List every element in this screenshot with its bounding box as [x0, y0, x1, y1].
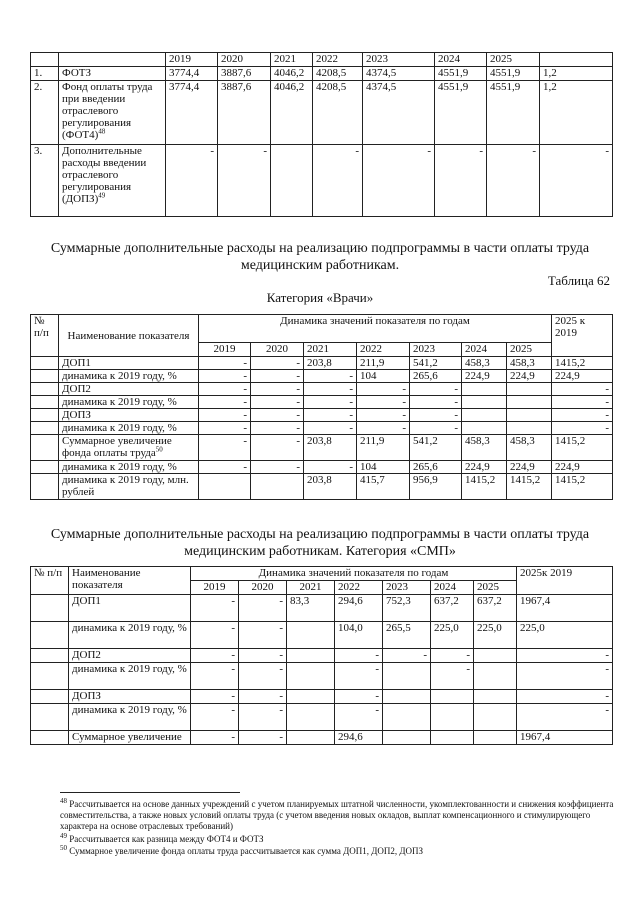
value-cell: [383, 731, 431, 745]
value-cell: [507, 422, 552, 435]
row-number-cell: [31, 474, 59, 500]
value-cell: -: [431, 649, 474, 663]
table-row: [31, 663, 613, 690]
value-cell: -: [199, 435, 251, 461]
value-cell: 265,6: [410, 461, 462, 474]
total-cell: 1415,2: [552, 474, 613, 500]
value-cell: [287, 622, 335, 649]
value-cell: -: [357, 422, 410, 435]
value-cell: -: [199, 409, 251, 422]
table-body: [31, 357, 613, 500]
value-cell: [199, 474, 251, 500]
table-row: [31, 731, 613, 745]
table-header-row: № п/п Наименование показателя Динамика значений показателя по годам 2025к 2019: [31, 567, 613, 581]
table-row: [31, 474, 613, 500]
value-cell: 225,0: [474, 622, 517, 649]
value-cell: [431, 731, 474, 745]
row-number-cell: [31, 396, 59, 409]
value-cell: 956,9: [410, 474, 462, 500]
value-cell: -: [335, 663, 383, 690]
value-cell: 104: [357, 370, 410, 383]
value-cell: -: [239, 649, 287, 663]
value-cell: 203,8: [304, 474, 357, 500]
row-label-cell: ДОПЗ: [69, 690, 191, 704]
value-cell: [474, 649, 517, 663]
row-label-cell: динамика к 2019 году, млн. рублей: [59, 474, 199, 500]
total-cell: 1415,2: [552, 357, 613, 370]
footnote-49: $^{49}$ Рассчитывается как разница между ФОТ4 и ФОТЗ: [60, 832, 264, 844]
value-cell: -: [431, 663, 474, 690]
table-smp: [30, 566, 613, 745]
row-label-cell: ДОП2: [69, 649, 191, 663]
table-fot: [30, 52, 613, 217]
table-row: [31, 461, 613, 474]
value-cell: [383, 704, 431, 731]
table-row: [31, 649, 613, 663]
table-row: [31, 383, 613, 396]
value-cell: -: [251, 357, 304, 370]
value-cell: 415,7: [357, 474, 410, 500]
total-cell: 225,0: [517, 622, 613, 649]
value-cell: 224,9: [462, 461, 507, 474]
value-cell: -: [239, 595, 287, 622]
value-cell: -: [191, 595, 239, 622]
value-cell: 203,8: [304, 435, 357, 461]
value-cell: [474, 731, 517, 745]
row-label-cell: ДОП1: [69, 595, 191, 622]
value-cell: 1415,2: [507, 474, 552, 500]
total-cell: -: [552, 383, 613, 396]
value-cell: -: [239, 690, 287, 704]
total-cell: -: [517, 663, 613, 690]
table-row: [31, 422, 613, 435]
value-cell: [474, 690, 517, 704]
row-number-cell: [31, 422, 59, 435]
value-cell: -: [335, 690, 383, 704]
total-cell: -: [552, 422, 613, 435]
total-cell: -: [552, 409, 613, 422]
row-number-cell: [31, 731, 69, 745]
table-row: 3. Дополнительные расходы введении отраслевого регулирования (ДОПЗ)$^{49}$ - - - - - - -: [31, 145, 613, 217]
value-cell: -: [410, 383, 462, 396]
row-label-cell: ДОП2: [59, 383, 199, 396]
year-header: 2024: [435, 53, 487, 67]
row-number-cell: [31, 383, 59, 396]
table-row: [31, 357, 613, 370]
value-cell: -: [239, 622, 287, 649]
value-cell: 637,2: [431, 595, 474, 622]
value-cell: [507, 383, 552, 396]
total-cell: 224,9: [552, 370, 613, 383]
row-number-cell: [31, 663, 69, 690]
value-cell: -: [239, 704, 287, 731]
value-cell: [462, 396, 507, 409]
value-cell: 203,8: [304, 357, 357, 370]
table-header-row: № п/п Наименование показателя Динамика значений показателя по годам 2025 к 2019: [31, 315, 613, 343]
value-cell: [287, 704, 335, 731]
value-cell: 541,2: [410, 357, 462, 370]
year-header: 2021: [271, 53, 313, 67]
category-title: Категория «Врачи»: [266, 290, 374, 305]
total-cell: -: [552, 396, 613, 409]
value-cell: [431, 704, 474, 731]
value-cell: [431, 690, 474, 704]
row-label-cell: динамика к 2019 году, %: [69, 704, 191, 731]
value-cell: -: [304, 409, 357, 422]
table-header-row: [31, 53, 613, 67]
value-cell: [287, 649, 335, 663]
row-label-cell: ДОПЗ: [59, 409, 199, 422]
value-cell: 224,9: [507, 370, 552, 383]
row-label-cell: динамика к 2019 году, %: [59, 461, 199, 474]
value-cell: -: [335, 649, 383, 663]
value-cell: -: [191, 704, 239, 731]
value-cell: -: [410, 422, 462, 435]
row-number-cell: [31, 370, 59, 383]
value-cell: -: [199, 461, 251, 474]
value-cell: -: [239, 663, 287, 690]
row-label-cell: динамика к 2019 году, %: [59, 370, 199, 383]
value-cell: -: [304, 370, 357, 383]
row-label-cell: динамика к 2019 году, %: [69, 663, 191, 690]
value-cell: [474, 704, 517, 731]
table-row: [31, 622, 613, 649]
row-label-cell: динамика к 2019 году, %: [59, 422, 199, 435]
row-number-cell: [31, 461, 59, 474]
value-cell: 211,9: [357, 357, 410, 370]
value-cell: 458,3: [507, 357, 552, 370]
value-cell: 458,3: [462, 435, 507, 461]
value-cell: [462, 383, 507, 396]
value-cell: 458,3: [507, 435, 552, 461]
value-cell: -: [199, 357, 251, 370]
value-cell: 224,9: [462, 370, 507, 383]
row-label-cell: Суммарное увеличение: [69, 731, 191, 745]
value-cell: -: [251, 422, 304, 435]
value-cell: 294,6: [335, 731, 383, 745]
table-row: [31, 396, 613, 409]
total-cell: 224,9: [552, 461, 613, 474]
value-cell: -: [199, 396, 251, 409]
value-cell: -: [191, 663, 239, 690]
value-cell: 1415,2: [462, 474, 507, 500]
row-label-cell: динамика к 2019 году, %: [69, 622, 191, 649]
value-cell: -: [191, 622, 239, 649]
value-cell: -: [410, 409, 462, 422]
table-row: [31, 370, 613, 383]
row-number-cell: [31, 357, 59, 370]
total-cell: -: [517, 690, 613, 704]
table-doctors: [30, 314, 613, 500]
value-cell: 458,3: [462, 357, 507, 370]
value-cell: -: [304, 396, 357, 409]
value-cell: [383, 663, 431, 690]
value-cell: [287, 731, 335, 745]
value-cell: -: [304, 383, 357, 396]
total-cell: -: [517, 649, 613, 663]
row-number-cell: [31, 649, 69, 663]
value-cell: -: [357, 409, 410, 422]
value-cell: 265,6: [410, 370, 462, 383]
value-cell: [462, 422, 507, 435]
row-number-cell: [31, 595, 69, 622]
value-cell: -: [304, 422, 357, 435]
value-cell: -: [251, 461, 304, 474]
value-cell: [462, 409, 507, 422]
value-cell: -: [251, 383, 304, 396]
section-heading: Суммарные дополнительные расходы на реализацию подпрограммы в части оплаты труда медицинским работникам.: [50, 241, 590, 273]
value-cell: 104: [357, 461, 410, 474]
value-cell: [287, 690, 335, 704]
table-header-row: 2019 2020 2021 2022 2023 2024 2025: [31, 581, 613, 595]
total-cell: 1415,2: [552, 435, 613, 461]
value-cell: 104,0: [335, 622, 383, 649]
total-cell: -: [517, 704, 613, 731]
value-cell: -: [199, 383, 251, 396]
value-cell: -: [251, 435, 304, 461]
row-number-cell: [31, 622, 69, 649]
value-cell: 224,9: [507, 461, 552, 474]
row-number-cell: [31, 409, 59, 422]
value-cell: -: [191, 731, 239, 745]
table-body: [31, 595, 613, 745]
table-label: Таблица 62: [547, 273, 610, 288]
table-header-row: 2019 2020 2021 2022 2023 2024 2025: [31, 343, 613, 357]
value-cell: 225,0: [431, 622, 474, 649]
footnote-48: $^{48}$ Рассчитывается на основе данных учреждений с учетом планируемых штатной численности, укомплектованности и снижения коэффициента совместительства, а также новых условий оплаты труда (с учетом введения новых окладов, выплат компенсационного и стимулирующего характера на основе отраслевых требований): [60, 797, 614, 831]
year-header: 2020: [218, 53, 271, 67]
value-cell: 752,3: [383, 595, 431, 622]
table-row: [31, 435, 613, 461]
value-cell: -: [199, 370, 251, 383]
row-label-cell: динамика к 2019 году, %: [59, 396, 199, 409]
value-cell: [251, 474, 304, 500]
total-cell: 1967,4: [517, 731, 613, 745]
value-cell: 265,5: [383, 622, 431, 649]
footnote-50: $^{50}$ Суммарное увеличение фонда оплаты труда рассчитывается как сумма ДОП1, ДОП2, ДОПЗ: [60, 844, 424, 856]
table-row: [31, 409, 613, 422]
value-cell: -: [304, 461, 357, 474]
total-cell: 1967,4: [517, 595, 613, 622]
value-cell: -: [357, 396, 410, 409]
year-header: 2023: [363, 53, 435, 67]
table-row: 2. Фонд оплаты труда при введении отраслевого регулирования $(ФОТ4)^{48}$ 3774,4 3887,6 4046,2 4208,5 4374,5 4551,9 4551,9 1,2: [31, 81, 613, 145]
year-header: 2019: [166, 53, 218, 67]
footnote-divider: [60, 792, 240, 793]
section-heading: Суммарные дополнительные расходы на реализацию подпрограммы в части оплаты труда медицинским работникам. Категория «СМП»: [50, 527, 590, 559]
value-cell: [287, 663, 335, 690]
value-cell: -: [251, 409, 304, 422]
row-label-cell: Суммарное увеличение фонда оплаты труда$^{50}$: [59, 435, 199, 461]
value-cell: -: [335, 704, 383, 731]
value-cell: -: [383, 649, 431, 663]
year-header: 2025: [487, 53, 540, 67]
table-row: [31, 595, 613, 622]
value-cell: [383, 690, 431, 704]
table-row: [31, 690, 613, 704]
value-cell: -: [191, 649, 239, 663]
value-cell: 83,3: [287, 595, 335, 622]
row-number-cell: [31, 435, 59, 461]
value-cell: -: [251, 396, 304, 409]
value-cell: 294,6: [335, 595, 383, 622]
row-number-cell: [31, 704, 69, 731]
row-label-cell: ДОП1: [59, 357, 199, 370]
value-cell: -: [357, 383, 410, 396]
table-row: 1. ФОТЗ 3774,4 3887,6 4046,2 4208,5 4374,5 4551,9 4551,9 1,2: [31, 67, 613, 81]
row-number-cell: [31, 690, 69, 704]
value-cell: [507, 409, 552, 422]
value-cell: 541,2: [410, 435, 462, 461]
value-cell: -: [199, 422, 251, 435]
value-cell: -: [191, 690, 239, 704]
value-cell: -: [239, 731, 287, 745]
value-cell: 211,9: [357, 435, 410, 461]
value-cell: -: [410, 396, 462, 409]
year-header: 2022: [313, 53, 363, 67]
table-row: [31, 704, 613, 731]
value-cell: [507, 396, 552, 409]
value-cell: 637,2: [474, 595, 517, 622]
value-cell: -: [251, 370, 304, 383]
value-cell: [474, 663, 517, 690]
